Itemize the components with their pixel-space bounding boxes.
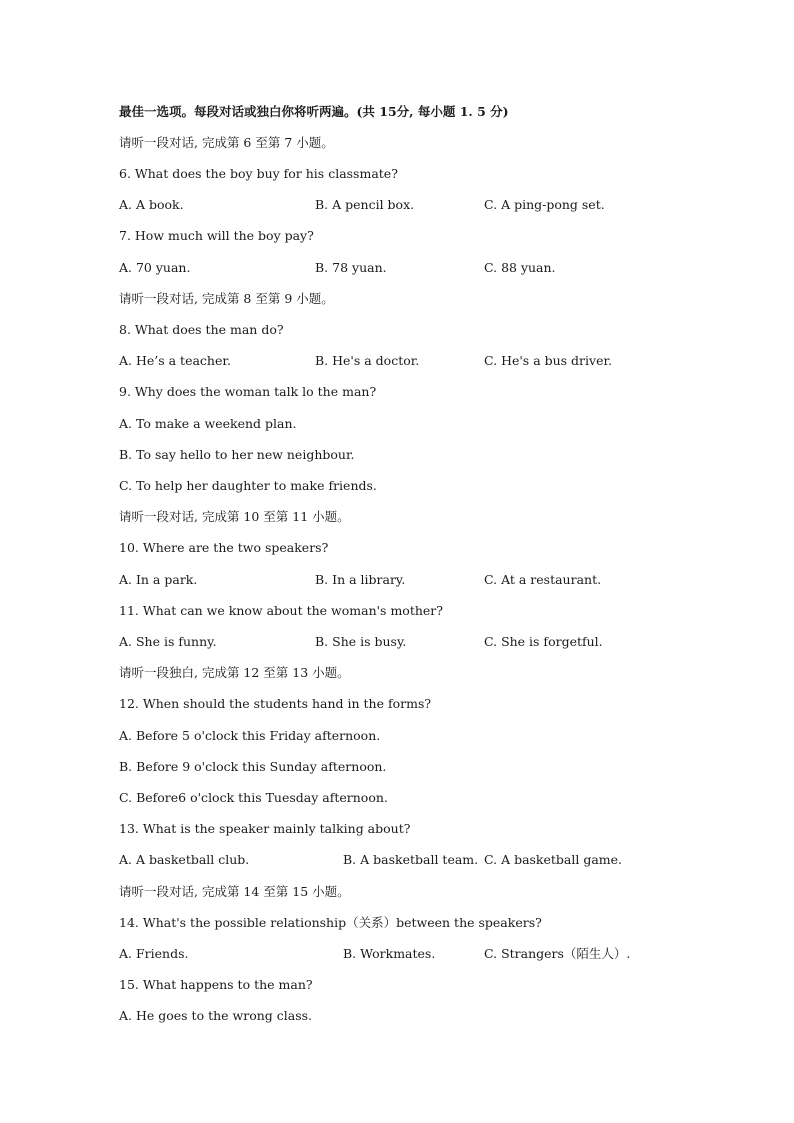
section-heading: 请听一段对话, 完成第 8 至第 9 小题。 xyxy=(119,291,334,306)
q14-option-c: C. Strangers（陌生人）. xyxy=(484,946,631,961)
q12-option-a: A. Before 5 o'clock this Friday afternoon. xyxy=(119,728,381,743)
q7-option-c: C. 88 yuan. xyxy=(484,260,556,275)
q14-option-a: A. Friends. xyxy=(119,946,189,961)
question-8: 8. What does the man do? xyxy=(119,322,284,337)
q7-option-a: A. 70 yuan. xyxy=(119,260,191,275)
q9-option-b: B. To say hello to her new neighbour. xyxy=(119,447,355,462)
question-7: 7. How much will the boy pay? xyxy=(119,228,314,243)
q6-option-c: C. A ping-pong set. xyxy=(484,197,605,212)
q8-option-b: B. He's a doctor. xyxy=(315,353,420,368)
question-11: 11. What can we know about the woman's mother? xyxy=(119,603,443,618)
q10-option-c: C. At a restaurant. xyxy=(484,572,602,587)
question-9: 9. Why does the woman talk lo the man? xyxy=(119,384,377,399)
q11-option-c: C. She is forgetful. xyxy=(484,634,603,649)
section-heading: 请听一段对话, 完成第 6 至第 7 小题。 xyxy=(119,135,334,150)
q12-option-b: B. Before 9 o'clock this Sunday afternoon. xyxy=(119,759,387,774)
q6-option-b: B. A pencil box. xyxy=(315,197,415,212)
section-heading: 请听一段独白, 完成第 12 至第 13 小题。 xyxy=(119,665,350,680)
q7-option-b: B. 78 yuan. xyxy=(315,260,387,275)
q8-option-c: C. He's a bus driver. xyxy=(484,353,613,368)
q11-option-b: B. She is busy. xyxy=(315,634,407,649)
q13-option-c: C. A basketball game. xyxy=(484,852,623,867)
q8-option-a: A. He’s a teacher. xyxy=(119,353,231,368)
q14-option-b: B. Workmates. xyxy=(343,946,436,961)
question-12: 12. When should the students hand in the forms? xyxy=(119,696,432,711)
q15-option-a: A. He goes to the wrong class. xyxy=(119,1008,313,1023)
q12-option-c: C. Before6 o'clock this Tuesday afternoon. xyxy=(119,790,388,805)
question-14: 14. What's the possible relationship（关系）between the speakers? xyxy=(119,915,542,930)
question-10: 10. Where are the two speakers? xyxy=(119,540,329,555)
question-13: 13. What is the speaker mainly talking about? xyxy=(119,821,411,836)
q11-option-a: A. She is funny. xyxy=(119,634,217,649)
q9-option-a: A. To make a weekend plan. xyxy=(119,416,297,431)
q13-option-a: A. A basketball club. xyxy=(119,852,250,867)
q13-option-b: B. A basketball team. xyxy=(343,852,479,867)
section-heading: 请听一段对话, 完成第 14 至第 15 小题。 xyxy=(119,884,350,899)
q10-option-a: A. In a park. xyxy=(119,572,198,587)
question-15: 15. What happens to the man? xyxy=(119,977,313,992)
q6-option-a: A. A book. xyxy=(119,197,184,212)
section-heading: 请听一段对话, 完成第 10 至第 11 小题。 xyxy=(119,509,350,524)
instruction-intro: 最佳一选项。每段对话或独白你将听两遍。(共 15分, 每小题 1. 5 分) xyxy=(119,104,509,119)
question-6: 6. What does the boy buy for his classmate? xyxy=(119,166,398,181)
q9-option-c: C. To help her daughter to make friends. xyxy=(119,478,377,493)
q10-option-b: B. In a library. xyxy=(315,572,406,587)
